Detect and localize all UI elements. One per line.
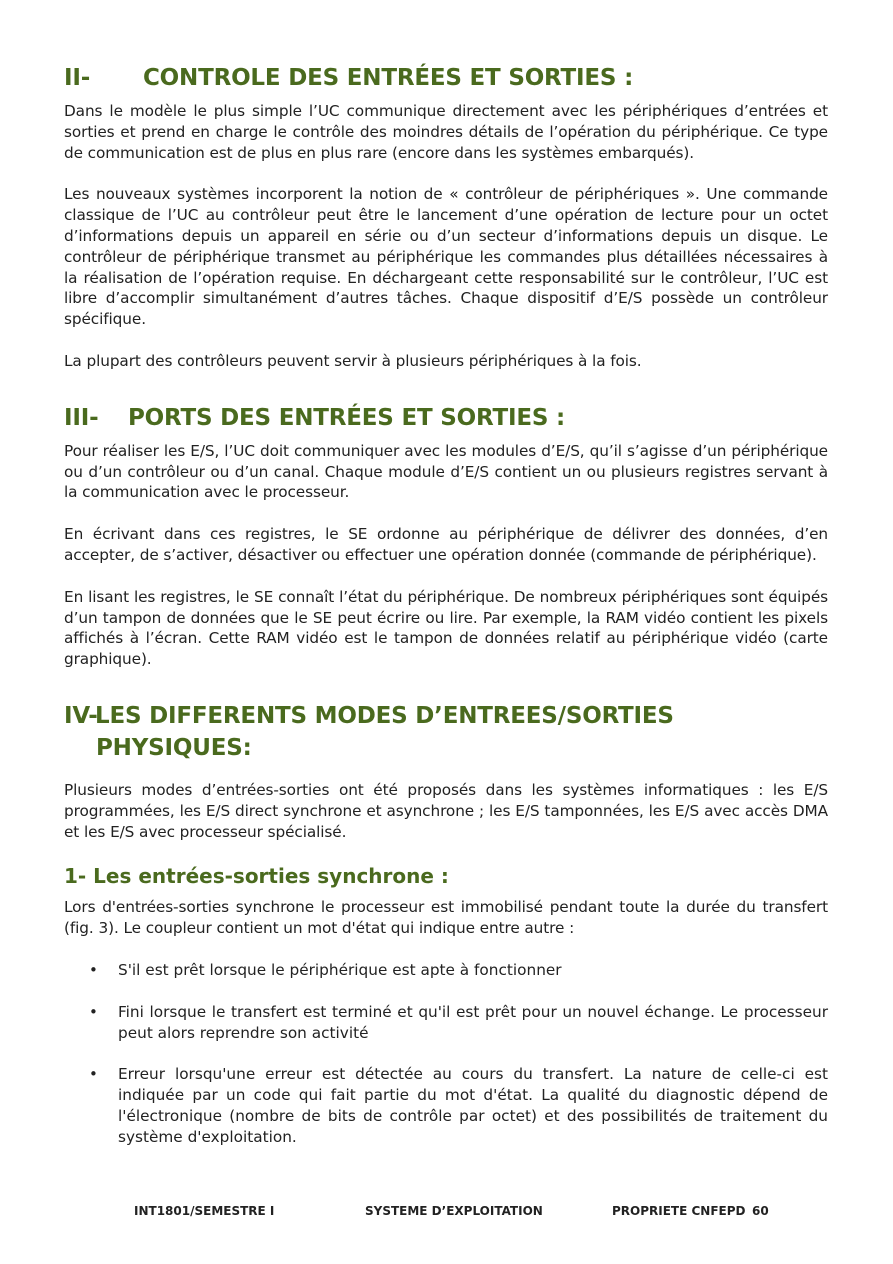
section-2-number: II- — [64, 65, 91, 91]
section-4-title-line-1: LES DIFFERENTS MODES D’ENTREES/SORTIES — [95, 702, 674, 729]
page-content — [64, 62, 828, 1148]
section-3-paragraph-1: Pour réaliser les E/S, l’UC doit communiquer avec les modules d’E/S, qu’il s’agisse d’un périphérique ou d’un contrôleur ou d’un canal. Chaque module d’E/S contient un ou plusieurs registres servant à la communication avec le processeur. — [64, 441, 828, 502]
section-3-title: PORTS DES ENTRÉES ET SORTIES : — [128, 404, 566, 431]
list-item — [64, 1002, 828, 1044]
section-3-number: III- — [64, 404, 99, 431]
section-2-paragraph-3: La plupart des contrôleurs peuvent servir à plusieurs périphériques à la fois. — [64, 351, 642, 370]
list-item — [64, 1064, 828, 1147]
page-footer — [134, 1204, 774, 1222]
bullet-icon: • — [89, 1002, 98, 1021]
footer-page-number: 60 — [752, 1204, 769, 1218]
section-2-paragraph-1: Dans le modèle le plus simple l’UC communique directement avec les périphériques d’entrées et sorties et prend en charge le contrôle des moindres détails de l’opération du périphérique. Ce type de communication est de plus en plus rare (encore dans les systèmes embarqués). — [64, 102, 828, 162]
section-3-heading — [64, 402, 828, 434]
section-2-paragraph-2: Les nouveaux systèmes incorporent la notion de « contrôleur de périphériques ». Une commande classique de l’UC au contrôleur peut être le lancement d’une opération de lecture pour un octet d’informations depuis un appareil en série ou d’un secteur d’informations depuis un disque. Le contrôleur de périphérique transmet au périphérique les commandes plus détaillées nécessaires à la réalisation de l’opération requise. En déchargeant cette responsabilité sur le contrôleur, l’UC est libre d’accomplir simultanément d’autres tâches. Chaque dispositif d’E/S possède un contrôleur spécifique. — [64, 185, 828, 329]
footer-owner: PROPRIETE CNFEPD — [612, 1204, 746, 1218]
footer-course: INT1801/SEMESTRE I — [134, 1204, 275, 1218]
bullet-icon: • — [89, 960, 98, 979]
bullet-icon: • — [89, 1065, 98, 1084]
section-2-title: CONTROLE DES ENTRÉES ET SORTIES : — [143, 65, 634, 91]
list-item-text: Erreur lorsqu'une erreur est détectée au cours du transfert. La nature de celle-ci est indiquée par un code qui fait partie du mot d'état. La qualité du diagnostic dépend de l'électronique (nombre de bits de contrôle par octet) et des possibilités de traitement du système d'exploitation. — [118, 1065, 828, 1146]
subsection-1-heading: 1- Les entrées-sorties synchrone : — [64, 864, 449, 889]
footer-subject: SYSTEME D’EXPLOITATION — [365, 1204, 543, 1218]
list-item — [64, 960, 828, 981]
section-4-title-line-2: PHYSIQUES: — [96, 734, 252, 761]
section-2-heading — [64, 62, 828, 94]
section-4-heading — [64, 700, 828, 764]
section-3-paragraph-3: En lisant les registres, le SE connaît l’état du périphérique. De nombreux périphériques sont équipés d’un tampon de données que le SE peut écrire ou lire. Par exemple, la RAM vidéo contient les pixels affichés à l’écran. Cette RAM vidéo est le tampon de données relatif au périphérique vidéo (carte graphique). — [64, 587, 828, 669]
list-item-text: S'il est prêt lorsque le périphérique est apte à fonctionner — [118, 960, 562, 979]
section-4-number: IV- — [64, 702, 98, 729]
section-3-paragraph-2: En écrivant dans ces registres, le SE ordonne au périphérique de délivrer des données, d’en accepter, de s’activer, désactiver ou effectuer une opération donnée (commande de périphérique). — [64, 525, 828, 564]
list-item-text: Fini lorsque le transfert est terminé et qu'il est prêt pour un nouvel échange. Le processeur peut alors reprendre son activité — [118, 1002, 828, 1042]
status-word-list — [64, 960, 828, 1148]
section-4-paragraph-1: Plusieurs modes d’entrées-sorties ont été proposés dans les systèmes informatiques : les E/S programmées, les E/S direct synchrone et asynchrone ; les E/S tamponnées, les E/S avec accès DMA et les E/S avec processeur spécialisé. — [64, 780, 828, 841]
subsection-1-intro: Lors d'entrées-sorties synchrone le processeur est immobilisé pendant toute la durée du transfert (fig. 3). Le coupleur contient un mot d'état qui indique entre autre : — [64, 898, 828, 938]
